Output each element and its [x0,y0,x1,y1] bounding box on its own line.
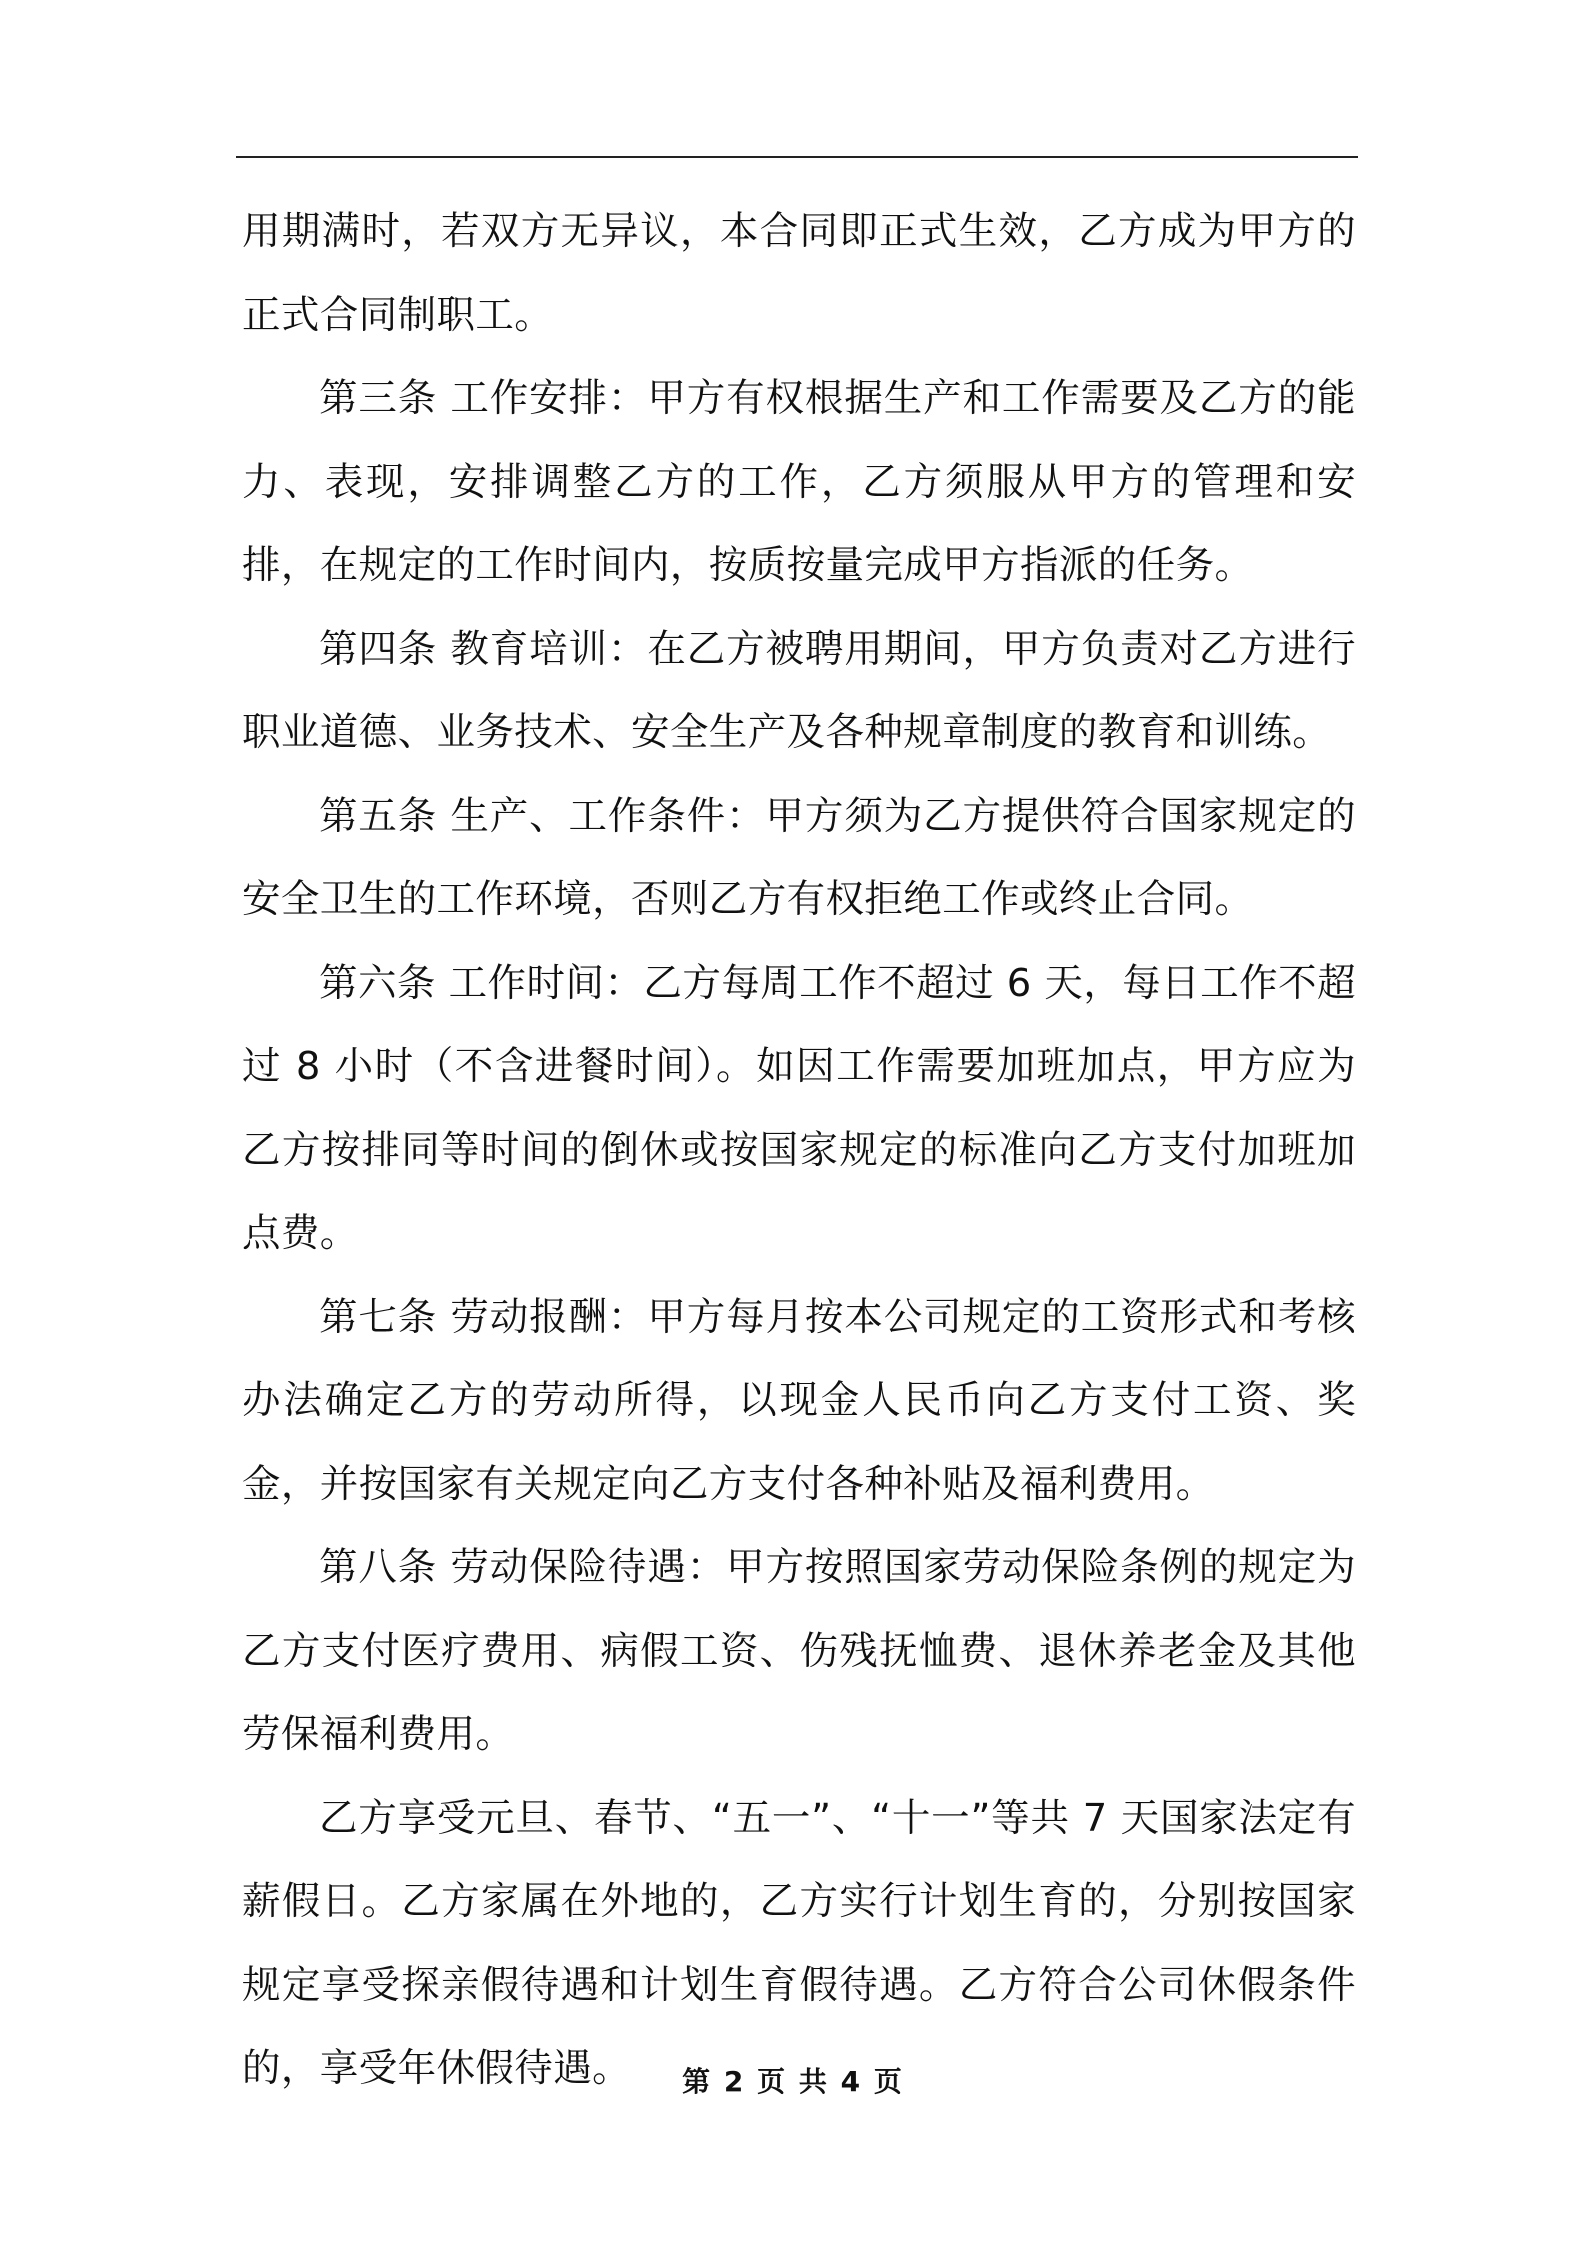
paragraph-article-5: 第五条 生产、工作条件：甲方须为乙方提供符合国家规定的安全卫生的工作环境，否则乙方有权拒绝工作或终止合同。 [242,793,1356,922]
paragraph-article-4: 第四条 教育培训：在乙方被聘用期间，甲方负责对乙方进行职业道德、业务技术、安全生产及各种规章制度的教育和训练。 [242,626,1356,755]
paragraph-article-7: 第七条 劳动报酬：甲方每月按本公司规定的工资形式和考核办法确定乙方的劳动所得，以现金人民币向乙方支付工资、奖金，并按国家有关规定向乙方支付各种补贴及福利费用。 [242,1294,1356,1507]
page-number-footer: 第 2 页 共 4 页 [682,2065,904,2098]
paragraph-article-8: 第八条 劳动保险待遇：甲方按照国家劳动保险条例的规定为乙方支付医疗费用、病假工资、伤残抚恤费、退休养老金及其他劳保福利费用。 [242,1545,1356,1757]
paragraph-holidays: 乙方享受元旦、春节、“五一”、“十一”等共 7 天国家法定有薪假日。乙方家属在外地的，乙方实行计划生育的，分别按国家规定享受探亲假待遇和计划生育假待遇。乙方符合公司休假条件的，享受年休假待遇。 [242,1795,1356,2091]
header-divider [236,156,1358,158]
paragraph-continuation: 用期满时，若双方无异议，本合同即正式生效，乙方成为甲方的正式合同制职工。 [242,209,1356,338]
paragraph-article-3: 第三条 工作安排：甲方有权根据生产和工作需要及乙方的能力、表现，安排调整乙方的工作，乙方须服从甲方的管理和安排，在规定的工作时间内，按质按量完成甲方指派的任务。 [242,376,1356,588]
paragraph-article-6: 第六条 工作时间：乙方每周工作不超过 6 天，每日工作不超过 8 小时（不含进餐时间）。如因工作需要加班加点，甲方应为乙方按排同等时间的倒休或按国家规定的标准向乙方支付加班加点费。 [242,960,1356,1256]
document-body [242,190,1356,2111]
